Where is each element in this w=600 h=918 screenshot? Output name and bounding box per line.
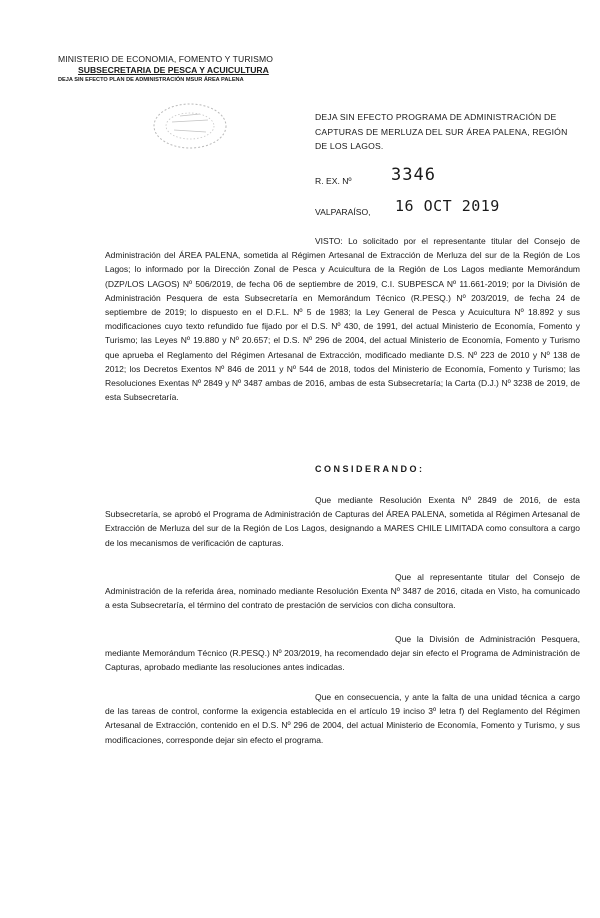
considerando-paragraph: Que la División de Administración Pesquera, mediante Memorándum Técnico (R.PESQ.) Nº 203/2019, ha recomendado dejar sin efecto el Programa de Administración de Capturas, aprobado mediante las resoluciones antes indicadas. — [105, 634, 580, 673]
visto-paragraph: VISTO: Lo solicitado por el representante titular del Consejo de Administración del ÁREA PALENA, sometida al Régimen Artesanal de Extracción de Merluza del sur de la Región de Los Lagos; lo informado por la Dirección Zonal de Pesca y Acuicultura de la Región de Los Lagos mediante Memorándum (DZP/LOS LAGOS) Nº 506/2019, de fecha 06 de septiembre de 2019, C.I. SUBPESCA Nº 11.661-2019; por la División de Administración Pesquera de esta Subsecretaría en Memorándum Técnico (R.PESQ.) Nº 203/2019, de fecha 24 de septiembre de 2019; lo dispuesto en el D.F.L. Nº 5 de 1983; la Ley General de Pesca y Acuicultura Nº 18.892 y sus modificaciones cuyo texto refundido fue fijado por el D.S. Nº 430, de 1991, del actual Ministerio de Economía, Fomento y Turismo; las Leyes Nº 19.880 y Nº 20.657; el D.S. Nº 296 de 2004, del actual Ministerio de Economía, Fomento y Turismo que aprueba el Reglamento del Régimen Artesanal de Extracción, modificado mediante D.S. Nº 223 de 2010 y Nº 138 de 2012; los Decretos Exentos Nº 846 de 2011 y Nº 544 de 2018, todos del Ministerio de Economía, Fomento y Turismo; las Resoluciones Exentas Nº 2849 y Nº 3487 ambas de 2016, ambas de esta Subsecretaría; la Carta (D.J.) Nº 3238 de 2019, de esta Subsecretaría. — [105, 236, 580, 403]
resolution-date-stamp: 16 OCT 2019 — [395, 197, 500, 215]
resolution-number-label: R. EX. Nº — [315, 176, 352, 186]
resolution-subject: DEJA SIN EFECTO PROGRAMA DE ADMINISTRACIÓN DE CAPTURAS DE MERLUZA DEL SUR ÁREA PALENA, REGIÓN DE LOS LAGOS. — [315, 112, 568, 151]
subsecretaria-name: SUBSECRETARIA DE PESCA Y ACUICULTURA — [78, 65, 269, 75]
place-label: VALPARAÍSO, — [315, 207, 371, 217]
reference-line: DEJA SIN EFECTO PLAN DE ADMINISTRACIÓN MSUR ÁREA PALENA — [58, 77, 244, 83]
considerando-paragraph: Que al representante titular del Consejo de Administración de la referida área, nominado mediante Resolución Exenta Nº 3487 de 2016, citada en Visto, ha comunicado a esta Subsecretaría, el término del contrato de prestación de servicios con dicha consultora. — [105, 572, 580, 611]
official-seal-stamp — [150, 100, 230, 152]
ministry-name: MINISTERIO DE ECONOMIA, FOMENTO Y TURISMO — [58, 54, 273, 64]
letterhead — [58, 54, 308, 84]
resolution-number: 3346 — [391, 165, 436, 185]
considerando-paragraph: Que mediante Resolución Exenta Nº 2849 de 2016, de esta Subsecretaría, se aprobó el Programa de Administración de Capturas del ÁREA PALENA, sometida al Régimen Artesanal de Extracción de Merluza del sur de la Región de Los Lagos, designando a MARES CHILE LIMITADA como consultora a cargo de los mecanismos de verificación de capturas. — [105, 495, 580, 548]
considerando-paragraph: Que en consecuencia, y ante la falta de una unidad técnica a cargo de las tareas de control, conforme la exigencia establecida en el artículo 19 inciso 3º letra f) del Reglamento del Régimen Artesanal de Extracción, contenido en el D.S. Nº 296 de 2004, del actual Ministerio de Economía, Fomento y Turismo, y sus modificaciones, corresponde dejar sin efecto el programa. — [105, 692, 580, 745]
considerando-heading: CONSIDERANDO: — [315, 464, 425, 474]
